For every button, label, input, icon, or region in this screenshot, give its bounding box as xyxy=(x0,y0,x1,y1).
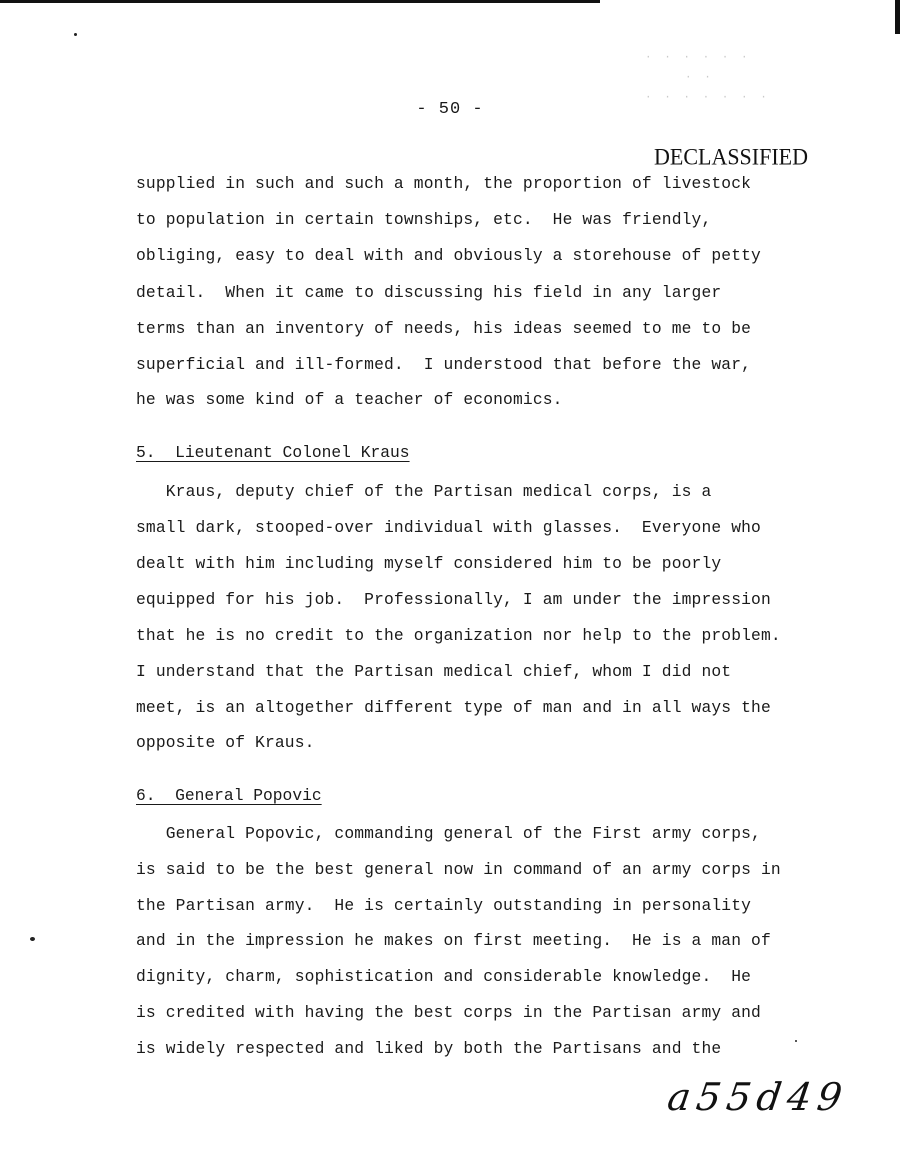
declassified-stamp: DECLASSIFIED xyxy=(654,143,809,170)
text-line: terms than an inventory of needs, his ideas seemed to me to be xyxy=(136,319,752,338)
text-line: dignity, charm, sophistication and considerable knowledge. He xyxy=(136,967,752,986)
scan-edge-mark xyxy=(895,0,900,34)
text-line: General Popovic, commanding general of the First army corps, xyxy=(136,824,761,843)
text-line: obliging, easy to deal with and obviously a storehouse of petty xyxy=(136,246,761,265)
text-line: I understand that the Partisan medical chief, whom I did not xyxy=(136,662,732,681)
text-line: dealt with him including myself considered him to be poorly xyxy=(136,554,722,573)
text-line: the Partisan army. He is certainly outstanding in personality xyxy=(136,896,752,915)
text-line: to population in certain townships, etc. He was friendly, xyxy=(136,210,712,229)
handwritten-annotation: a55d49 xyxy=(664,1075,851,1119)
scan-speck xyxy=(30,937,35,941)
text-line: that he is no credit to the organization nor help to the problem. xyxy=(136,626,781,645)
text-line: is said to be the best general now in command of an army corps in xyxy=(136,860,781,879)
text-line: meet, is an altogether different type of man and in all ways the xyxy=(136,698,771,717)
page-number: - 50 - xyxy=(416,100,484,119)
text-line: he was some kind of a teacher of economics. xyxy=(136,390,563,409)
text-line: detail. When it came to discussing his field in any larger xyxy=(136,283,722,302)
scan-speck xyxy=(795,1040,797,1042)
section-heading: 6. General Popovic xyxy=(136,786,322,805)
scan-edge-bar xyxy=(0,0,600,3)
text-line: supplied in such and such a month, the proportion of livestock xyxy=(136,174,752,193)
text-line: equipped for his job. Professionally, I am under the impression xyxy=(136,590,771,609)
faint-stamp xyxy=(645,48,795,108)
faint-stamp-line: · · · · · · · xyxy=(645,92,770,104)
section-heading: 5. Lieutenant Colonel Kraus xyxy=(136,443,410,462)
text-line: is credited with having the best corps in the Partisan army and xyxy=(136,1003,761,1022)
scan-speck xyxy=(74,33,77,36)
text-line: Kraus, deputy chief of the Partisan medical corps, is a xyxy=(136,482,712,501)
text-line: small dark, stooped-over individual with glasses. Everyone who xyxy=(136,518,761,537)
text-line: is widely respected and liked by both the Partisans and the xyxy=(136,1039,722,1058)
text-line: opposite of Kraus. xyxy=(136,733,315,752)
text-line: and in the impression he makes on first meeting. He is a man of xyxy=(136,931,771,950)
faint-stamp-line: · · xyxy=(685,72,714,84)
text-line: superficial and ill-formed. I understood that before the war, xyxy=(136,355,752,374)
faint-stamp-line: · · · · · · xyxy=(645,52,751,64)
